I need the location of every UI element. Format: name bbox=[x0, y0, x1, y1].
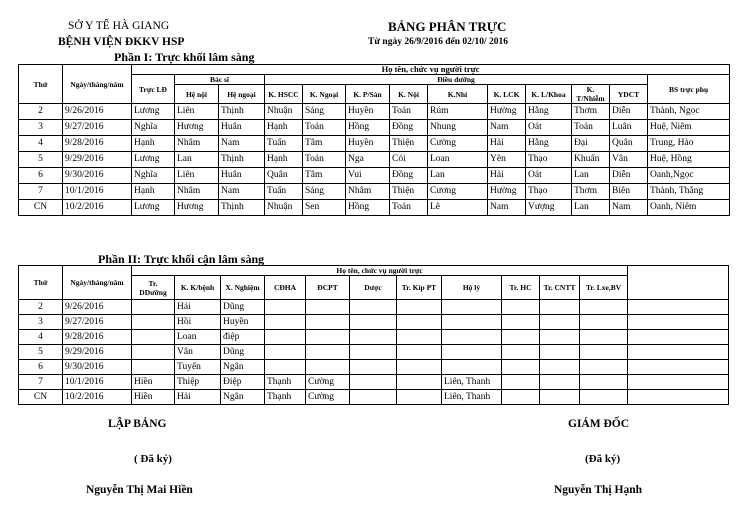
table-cell: Sáng bbox=[303, 104, 346, 120]
header-k-lkhoa: K. L/Khoa bbox=[526, 85, 572, 104]
right-signer-name: Nguyễn Thị Hạnh bbox=[554, 484, 642, 496]
table-cell: Biên bbox=[610, 184, 648, 200]
table-cell: Oanh,Ngọc bbox=[648, 168, 730, 184]
table-cell: Nhuận bbox=[265, 200, 303, 216]
table-row bbox=[19, 104, 730, 120]
table-cell: CN bbox=[19, 200, 63, 216]
table-cell: 6 bbox=[19, 168, 63, 184]
table-cell: Toản bbox=[390, 104, 428, 120]
table-cell: Thịnh bbox=[219, 152, 265, 168]
table-cell: Loan bbox=[428, 152, 488, 168]
table-cell bbox=[132, 315, 175, 330]
table-cell: Hạnh bbox=[132, 136, 175, 152]
table-cell bbox=[350, 360, 397, 375]
table-cell bbox=[540, 375, 580, 390]
header-duoc: Dược bbox=[350, 276, 397, 300]
table-cell: Hồng bbox=[346, 200, 390, 216]
table-cell: Nam bbox=[219, 136, 265, 152]
header-thu: Thứ bbox=[19, 65, 63, 104]
table-cell: Thiện bbox=[390, 184, 428, 200]
table-cell: 9/26/2016 bbox=[63, 300, 132, 315]
table-cell bbox=[580, 375, 628, 390]
table-cell: Thạo bbox=[526, 184, 572, 200]
table-cell: Hường bbox=[488, 184, 526, 200]
table-cell: Lương bbox=[132, 152, 175, 168]
table-cell: Loan bbox=[175, 330, 221, 345]
table-cell bbox=[306, 330, 350, 345]
table-cell bbox=[442, 345, 502, 360]
table-row bbox=[19, 300, 729, 315]
header-tr-kip-pt: Tr. Kíp PT bbox=[397, 276, 442, 300]
table-cell: Tâm bbox=[303, 168, 346, 184]
table-cell bbox=[132, 330, 175, 345]
table-row bbox=[19, 184, 730, 200]
table-cell: Nghĩa bbox=[132, 168, 175, 184]
table-cell bbox=[306, 345, 350, 360]
table-cell: Đại bbox=[572, 136, 610, 152]
section2-title: Phần II: Trực khối cận lâm sàng bbox=[98, 252, 265, 266]
table-cell bbox=[442, 360, 502, 375]
left-signer-name: Nguyễn Thị Mai Hiền bbox=[86, 484, 193, 496]
header-extra bbox=[628, 266, 729, 300]
table-cell: Liên, Thanh bbox=[442, 375, 502, 390]
table-cell bbox=[397, 345, 442, 360]
table-cell: Hằng bbox=[526, 104, 572, 120]
table-cell: Yên bbox=[488, 152, 526, 168]
table-cell bbox=[540, 360, 580, 375]
table-row bbox=[19, 330, 729, 345]
table-cell: Tâm bbox=[303, 136, 346, 152]
table-cell bbox=[306, 300, 350, 315]
table-cell bbox=[397, 375, 442, 390]
table-cell bbox=[628, 360, 729, 375]
table-cell: Huệ, Hồng bbox=[648, 152, 730, 168]
table-cell: Ngân bbox=[221, 360, 265, 375]
table-cell: Cói bbox=[390, 152, 428, 168]
table-cell bbox=[580, 360, 628, 375]
section2-table bbox=[18, 265, 729, 405]
table-cell: Nhung bbox=[428, 120, 488, 136]
header-k-tnhiem: K. T/Nhiễm bbox=[572, 85, 610, 104]
right-signature-status: (Đã ký) bbox=[585, 453, 621, 465]
table-cell: Hạnh bbox=[265, 120, 303, 136]
header-thu: Thứ bbox=[19, 266, 63, 300]
table-cell: Dũng bbox=[221, 345, 265, 360]
header-dcpt: ĐCPT bbox=[306, 276, 350, 300]
table-cell: 5 bbox=[19, 152, 63, 168]
table-row bbox=[19, 136, 730, 152]
right-signature-title: GIÁM ĐỐC bbox=[568, 418, 630, 430]
table-cell: Dũng bbox=[221, 300, 265, 315]
table-cell: Lương bbox=[132, 200, 175, 216]
table-cell: 10/1/2016 bbox=[63, 184, 132, 200]
table-cell: Huân bbox=[219, 120, 265, 136]
table-cell: Quân bbox=[610, 136, 648, 152]
table-cell: Hải bbox=[175, 390, 221, 405]
table-cell bbox=[265, 330, 306, 345]
table-cell: Vượng bbox=[526, 200, 572, 216]
header-he-ngoai: Hệ ngoại bbox=[219, 85, 265, 104]
header-x-nghiem: X. Nghiệm bbox=[221, 276, 265, 300]
table-cell: Hồi bbox=[175, 315, 221, 330]
table-cell bbox=[628, 375, 729, 390]
table-cell: Thịnh bbox=[219, 104, 265, 120]
table-cell: Nghĩa bbox=[132, 120, 175, 136]
hospital-name: BỆNH VIỆN ĐKKV HSP bbox=[58, 36, 185, 48]
table-cell bbox=[132, 300, 175, 315]
table-cell bbox=[350, 300, 397, 315]
table-cell: Oát bbox=[526, 120, 572, 136]
header-group: Họ tên, chức vụ người trực bbox=[132, 65, 730, 75]
table-cell: Thiệp bbox=[175, 375, 221, 390]
table-cell: Hải bbox=[488, 136, 526, 152]
table-cell bbox=[397, 330, 442, 345]
table-cell: Hải bbox=[488, 168, 526, 184]
header-k-ngoai: K. Ngoại bbox=[303, 85, 346, 104]
table-cell: 9/28/2016 bbox=[63, 136, 132, 152]
table-cell: 6 bbox=[19, 360, 63, 375]
table-cell: 2 bbox=[19, 104, 63, 120]
table-cell: Ngân bbox=[221, 390, 265, 405]
table-cell bbox=[442, 330, 502, 345]
table-cell: 3 bbox=[19, 120, 63, 136]
table-cell: Tuấn bbox=[265, 136, 303, 152]
table-cell: Lan bbox=[175, 152, 219, 168]
header-k-psan: K. P/Sản bbox=[346, 85, 390, 104]
table-cell: Khuấn bbox=[572, 152, 610, 168]
table-cell: Huân bbox=[219, 168, 265, 184]
header-tr-hc: Tr. HC bbox=[502, 276, 540, 300]
table-cell bbox=[540, 345, 580, 360]
section1-table bbox=[18, 64, 730, 216]
table-cell: Vân bbox=[610, 152, 648, 168]
header-bac-si: Bác sĩ bbox=[175, 75, 265, 85]
table-cell bbox=[580, 345, 628, 360]
table-cell bbox=[397, 300, 442, 315]
table-cell: Cường bbox=[428, 136, 488, 152]
table-cell bbox=[502, 390, 540, 405]
table-cell: Hằng bbox=[526, 136, 572, 152]
table-cell: Quân bbox=[265, 168, 303, 184]
table-cell: 5 bbox=[19, 345, 63, 360]
table-cell: Trung, Hào bbox=[648, 136, 730, 152]
table-cell: Vui bbox=[346, 168, 390, 184]
table-cell: 9/26/2016 bbox=[63, 104, 132, 120]
table-cell: 3 bbox=[19, 315, 63, 330]
table-cell: 10/2/2016 bbox=[63, 390, 132, 405]
left-signature-title: LẬP BẢNG bbox=[108, 418, 167, 430]
table-cell: 9/29/2016 bbox=[63, 152, 132, 168]
table-cell bbox=[306, 360, 350, 375]
table-cell: Điệp bbox=[221, 375, 265, 390]
table-cell: Thịnh bbox=[219, 200, 265, 216]
header-dieu-duong: Điều dưỡng bbox=[265, 75, 648, 85]
header-k-hscc: K. HSCC bbox=[265, 85, 303, 104]
table-cell bbox=[540, 315, 580, 330]
table-cell bbox=[265, 345, 306, 360]
left-signature-status: ( Đã ký) bbox=[134, 453, 172, 465]
table-cell: Luân bbox=[610, 120, 648, 136]
table-cell: Lê bbox=[428, 200, 488, 216]
table-cell bbox=[442, 300, 502, 315]
table-cell: Hạnh bbox=[132, 184, 175, 200]
table-cell: Toản bbox=[390, 200, 428, 216]
table-cell: Huệ, Niêm bbox=[648, 120, 730, 136]
table-cell: Nam bbox=[488, 120, 526, 136]
table-cell: Hường bbox=[488, 104, 526, 120]
header-truc-ld: Trực LĐ bbox=[132, 75, 175, 104]
table-cell: Lan bbox=[572, 168, 610, 184]
table-cell: 9/30/2016 bbox=[63, 168, 132, 184]
table-cell: Thiện bbox=[390, 136, 428, 152]
table-cell bbox=[132, 345, 175, 360]
table-cell: Hồng bbox=[346, 120, 390, 136]
header-k-nhi: K.Nhi bbox=[428, 85, 488, 104]
table-row bbox=[19, 168, 730, 184]
table-cell: Sáng bbox=[303, 184, 346, 200]
table-cell: Nga bbox=[346, 152, 390, 168]
table-row bbox=[19, 345, 729, 360]
table-cell: Thành, Thắng bbox=[648, 184, 730, 200]
table-cell bbox=[132, 360, 175, 375]
duty-period: Từ ngày 26/9/2016 đến 02/10/ 2016 bbox=[368, 37, 509, 47]
header-ho-ly: Hộ lý bbox=[442, 276, 502, 300]
table-cell: Oát bbox=[526, 168, 572, 184]
table-cell: Toản bbox=[303, 152, 346, 168]
table-cell bbox=[540, 390, 580, 405]
header-bs-truc-phu: BS trực phụ bbox=[648, 75, 730, 104]
table-cell: Đồng bbox=[390, 168, 428, 184]
table-cell: Nhuận bbox=[265, 104, 303, 120]
table-cell: 4 bbox=[19, 136, 63, 152]
table-cell bbox=[580, 390, 628, 405]
table-row bbox=[19, 390, 729, 405]
table-cell: Hạnh bbox=[265, 152, 303, 168]
header-k-lck: K. LCK bbox=[488, 85, 526, 104]
table-cell: 9/27/2016 bbox=[63, 315, 132, 330]
table-cell: CN bbox=[19, 390, 63, 405]
table-cell: Hương bbox=[175, 200, 219, 216]
table-row bbox=[19, 120, 730, 136]
table-cell bbox=[540, 300, 580, 315]
table-cell: Diễn bbox=[610, 104, 648, 120]
table-cell bbox=[580, 330, 628, 345]
table-cell bbox=[306, 315, 350, 330]
section1-title: Phần I: Trực khối lâm sàng bbox=[114, 50, 255, 64]
table-cell: Thạnh bbox=[265, 375, 306, 390]
table-cell bbox=[265, 360, 306, 375]
table-cell: Nam bbox=[610, 200, 648, 216]
table-cell bbox=[628, 300, 729, 315]
table-cell bbox=[397, 315, 442, 330]
table-cell bbox=[442, 315, 502, 330]
table-row bbox=[19, 315, 729, 330]
table-cell bbox=[350, 375, 397, 390]
table-cell: Huyền bbox=[221, 315, 265, 330]
table-cell: Hương bbox=[175, 120, 219, 136]
table-cell: 9/28/2016 bbox=[63, 330, 132, 345]
table-cell: Liên bbox=[175, 168, 219, 184]
table-cell: Oanh, Niêm bbox=[648, 200, 730, 216]
table-cell bbox=[265, 300, 306, 315]
table-cell: Huyền bbox=[346, 104, 390, 120]
table-cell: 9/27/2016 bbox=[63, 120, 132, 136]
table-cell: Diễn bbox=[610, 168, 648, 184]
table-cell bbox=[628, 315, 729, 330]
table-row bbox=[19, 152, 730, 168]
table-cell: Đồng bbox=[390, 120, 428, 136]
table-cell bbox=[502, 300, 540, 315]
table-cell: Thạnh bbox=[265, 390, 306, 405]
table-cell: Hiền bbox=[132, 375, 175, 390]
table-cell bbox=[350, 315, 397, 330]
table-cell bbox=[265, 315, 306, 330]
table-cell: Cương bbox=[428, 184, 488, 200]
table-cell bbox=[350, 345, 397, 360]
header-ydct: YDCT bbox=[610, 85, 648, 104]
table-cell: Liên bbox=[175, 104, 219, 120]
table-cell: Rúm bbox=[428, 104, 488, 120]
header-group: Họ tên, chức vụ người trực bbox=[132, 266, 628, 276]
table-cell: Huyền bbox=[346, 136, 390, 152]
table-cell: Vân bbox=[175, 345, 221, 360]
table-cell bbox=[628, 390, 729, 405]
table-cell: Toản bbox=[572, 120, 610, 136]
table-cell: Nhâm bbox=[175, 184, 219, 200]
header-date: Ngày/tháng/năm bbox=[63, 266, 132, 300]
table-cell: 7 bbox=[19, 375, 63, 390]
table-cell: Thơm bbox=[572, 104, 610, 120]
table-cell bbox=[502, 330, 540, 345]
table-cell: Nhâm bbox=[175, 136, 219, 152]
table-cell bbox=[628, 345, 729, 360]
table-cell: Tuấn bbox=[265, 184, 303, 200]
table-cell: Nam bbox=[219, 184, 265, 200]
table-cell: Cường bbox=[306, 390, 350, 405]
table-cell: Lan bbox=[572, 200, 610, 216]
organization-name: SỞ Y TẾ HÀ GIANG bbox=[68, 20, 170, 32]
header-he-noi: Hệ nội bbox=[175, 85, 219, 104]
header-date: Ngày/tháng/năm bbox=[63, 65, 132, 104]
table-cell: Toản bbox=[303, 120, 346, 136]
table-cell bbox=[540, 330, 580, 345]
table-cell: Thành, Ngọc bbox=[648, 104, 730, 120]
header-tr-dduong: Tr. DDưỡng bbox=[132, 276, 175, 300]
table-cell bbox=[628, 330, 729, 345]
table-row bbox=[19, 360, 729, 375]
table-cell bbox=[502, 375, 540, 390]
table-cell: Hiền bbox=[132, 390, 175, 405]
table-cell: 10/2/2016 bbox=[63, 200, 132, 216]
table-cell: Cường bbox=[306, 375, 350, 390]
table-cell: Hải bbox=[175, 300, 221, 315]
table-cell: Thạo bbox=[526, 152, 572, 168]
table-cell: Nam bbox=[488, 200, 526, 216]
table-cell: 2 bbox=[19, 300, 63, 315]
table-cell: 9/29/2016 bbox=[63, 345, 132, 360]
header-cdha: CĐHA bbox=[265, 276, 306, 300]
table-cell: Nhâm bbox=[346, 184, 390, 200]
table-cell bbox=[397, 390, 442, 405]
table-cell: Liên, Thanh bbox=[442, 390, 502, 405]
table-cell bbox=[502, 360, 540, 375]
table-cell bbox=[350, 330, 397, 345]
table-cell: Lương bbox=[132, 104, 175, 120]
table-cell: 10/1/2016 bbox=[63, 375, 132, 390]
table-row bbox=[19, 200, 730, 216]
table-cell: Sen bbox=[303, 200, 346, 216]
table-cell: 7 bbox=[19, 184, 63, 200]
table-cell: Lan bbox=[428, 168, 488, 184]
header-tr-lxe: Tr. Lxe,BV bbox=[580, 276, 628, 300]
table-cell bbox=[350, 390, 397, 405]
table-row bbox=[19, 375, 729, 390]
page-title: BẢNG PHÂN TRỰC bbox=[388, 19, 507, 34]
table-cell: Thơm bbox=[572, 184, 610, 200]
table-cell bbox=[502, 315, 540, 330]
table-cell bbox=[580, 300, 628, 315]
table-cell: Tuyến bbox=[175, 360, 221, 375]
table-cell bbox=[580, 315, 628, 330]
table-cell bbox=[502, 345, 540, 360]
header-k-noi: K. Nội bbox=[390, 85, 428, 104]
header-tr-cntt: Tr. CNTT bbox=[540, 276, 580, 300]
table-cell: 9/30/2016 bbox=[63, 360, 132, 375]
table-cell bbox=[397, 360, 442, 375]
table-cell: điệp bbox=[221, 330, 265, 345]
table-cell: 4 bbox=[19, 330, 63, 345]
header-k-kbenh: K. K/bệnh bbox=[175, 276, 221, 300]
